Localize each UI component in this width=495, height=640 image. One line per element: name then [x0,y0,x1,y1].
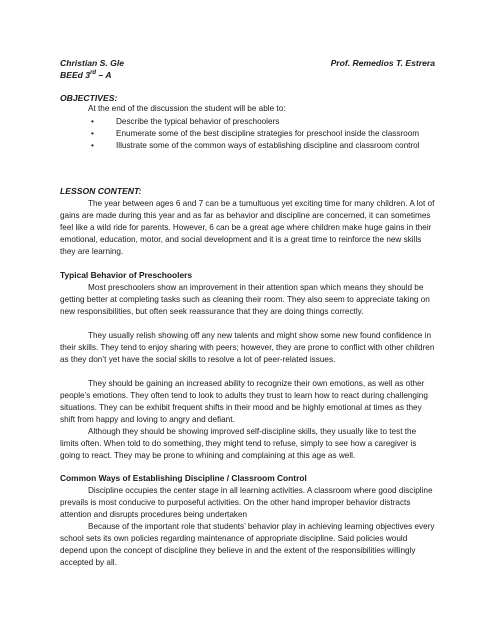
typical-paragraph [60,378,436,426]
objective-text: Enumerate some of the best discipline strategies for preschool inside the classroom [116,129,420,139]
objectives-lead: At the end of the discussion the student will be able to: [88,104,286,113]
common-paragraph-text: Because of the important role that students’ behavior play in achieving learning objectives every school sets its own policies regarding maintenance of appropriate discipline. Said policies would depend upon the concept of discipline they believe in and the extent of the responsibilities willingly accepted by all. [60,522,435,568]
bullet-icon: • [91,141,94,151]
student-name: Christian S. Gle [60,58,124,68]
course-superscript: rd [90,70,97,77]
lesson-paragraph-text: The year between ages 6 and 7 can be a tumultuous yet exciting time for many children. A lot of gains are made during this year and as far as behavior and discipline are concerned, it can sometimes feel like a wild ride for parents. However, 6 can be a great age where children make huge gains in their emotional, education, motor, and social development and it is a great time to reinforce the new skills they are learning. [60,199,435,257]
typical-paragraph-text: Although they should be showing improved self-discipline skills, they usually like to test the limits often. When told to do something, they might tend to refuse, simply to see how a caregiver is going to react. They may be prone to whining and complaining at this age as well. [60,427,417,461]
objective-text: Describe the typical behavior of preschoolers [116,117,280,126]
typical-behavior-heading: Typical Behavior of Preschoolers [60,270,193,280]
common-paragraph [60,485,436,521]
objective-item [88,116,428,128]
common-paragraph-text: Discipline occupies the center stage in all learning activities. A classroom where good discipline prevails is most conducive to purposeful activities. On the other hand improper behavior distracts attention and disrupts procedures being undertaken [60,486,433,520]
course-section [60,70,112,80]
objective-text: Illustrate some of the common ways of establishing discipline and classroom control [116,141,420,151]
typical-paragraph [60,282,436,318]
typical-paragraph-text: They should be gaining an increased ability to recognize their own emotions, as well as other people’s emotions. They often tend to look to adults they trust to learn how to react during challenging situations. They can be exhibit frequent shifts in their mood and be highly emotional at times as they shift from happy and loving to angry and defiant. [60,379,428,425]
course-prefix: BEEd 3 [60,70,91,80]
objectives-list [88,116,428,152]
course-suffix: – A [96,70,112,80]
lesson-paragraph [60,198,436,258]
lesson-content-heading: LESSON CONTENT: [60,186,142,196]
bullet-icon: • [91,117,94,126]
professor-name: Prof. Remedios T. Estrera [330,58,435,68]
objective-item [88,140,428,152]
typical-paragraph-text: They usually relish showing off any new talents and might show some new found confidence in their skills. They tend to enjoy sharing with peers; however, they are prone to conflict with other children as they don’t yet have the social skills to resolve a lot of peer-related issues. [60,331,435,365]
typical-paragraph [60,330,436,366]
typical-paragraph [60,426,436,462]
bullet-icon: • [91,129,94,139]
common-ways-heading: Common Ways of Establishing Discipline / Classroom Control [60,473,307,483]
objectives-heading: OBJECTIVES: [60,93,118,103]
common-paragraph [60,521,436,569]
typical-paragraph-text: Most preschoolers show an improvement in their attention span which means they should be getting better at completing tasks such as cleaning their room. They also seem to appreciate taking on new responsibilities, but often seek reassurance that they are doing things correctly. [60,283,430,317]
objective-item [88,128,428,140]
